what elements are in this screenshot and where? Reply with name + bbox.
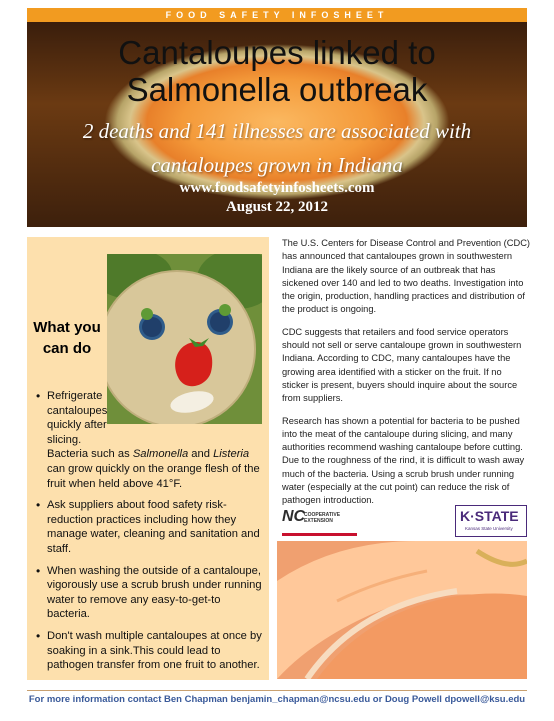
salmonella-term: Salmonella — [132, 448, 189, 461]
cantaloupe-slice-image — [277, 541, 527, 679]
nc-line-1: COOPERATIVE — [304, 512, 341, 518]
what-you-can-do-heading — [27, 317, 107, 359]
subtitle-line-1: 2 deaths and 141 illnesses are associated with — [82, 119, 472, 143]
nc-line-2: EXTENSION — [304, 518, 333, 524]
publish-date: August 22, 2012 — [225, 199, 329, 215]
footer-contact: For more information contact Ben Chapman benjamin_chapman@ncsu.edu or Doug Powell dpowell@ksu.edu — [28, 694, 526, 705]
nc-letters: NC — [282, 508, 306, 525]
tip-refrigerate: • Refrigerate cantaloupes quickly after slicing. — [47, 390, 108, 446]
footer-divider — [27, 690, 527, 691]
title-line-1: Cantaloupes linked to — [118, 34, 436, 71]
heading-line-1: What you — [33, 319, 101, 336]
tip-item — [37, 389, 265, 491]
subtitle-line-2: cantaloupes grown in Indiana — [151, 153, 403, 177]
article-paragraph: Research has shown a potential for bacteria to be pushed into the meat of the cantaloupe during slicing, and many authorities recommend washing cantaloupe before cutting. Due to the roughness of the rind, it is difficult to wash away much of the bacteria. Using a scrub brush under running water (especially at the cut point) can reduce the risk of pathogen introduction. — [282, 415, 525, 506]
kstate-wordmark: K·STATE — [460, 508, 519, 524]
kstate-subtitle: Kansas State University — [465, 526, 513, 531]
sliced-cantaloupe-photo — [277, 541, 527, 679]
subtitle — [27, 114, 527, 182]
what-you-can-do-panel — [27, 237, 269, 680]
nc-extension-text — [304, 512, 340, 524]
tip-item: • Ask suppliers about food safety risk-reduction practices including how they manage water, cleaning and sanitation and staff. — [37, 498, 265, 556]
tip-item: • Don't wash multiple cantaloupes at once by soaking in a sink.This could lead to pathogen transfer from one fruit to another. — [37, 629, 265, 673]
nc-cooperative-extension-logo — [282, 507, 357, 536]
heading-line-2: can do — [42, 340, 92, 357]
listeria-term: Listeria — [213, 448, 250, 461]
detail-text: Bacteria such as — [47, 448, 133, 461]
infosheet-banner: FOOD SAFETY INFOSHEET — [27, 8, 527, 22]
title-line-2: Salmonella outbreak — [126, 71, 428, 108]
kstate-logo — [455, 505, 527, 537]
tip-item: • When washing the outside of a cantaloupe, vigorously use a scrub brush under running water to remove any easy-to-get-to bacteria. — [37, 564, 265, 622]
detail-text: can grow quickly on the orange flesh of the fruit when held above 41°F. — [47, 462, 260, 490]
tips-list — [37, 389, 265, 680]
tip-refrigerate-detail — [47, 448, 260, 489]
detail-text: and — [188, 448, 214, 461]
article-body — [282, 237, 530, 517]
website-link[interactable]: www.foodsafetyinfosheets.com — [179, 180, 375, 196]
hero-cantaloupe-image — [27, 22, 527, 227]
page-title — [27, 34, 527, 108]
article-paragraph: CDC suggests that retailers and food service operators should not sell or serve cantaloupe grown in southwestern Indiana. According to CDC, many cantaloupes have the growing area identified with a sticker on the fruit. If no sticker is present, buyers should inquire about the source from suppliers. — [282, 326, 522, 404]
article-paragraph: The U.S. Centers for Disease Control and Prevention (CDC) has announced that cantaloupes grown in southwestern Indiana are the likely source of an outbreak that has sickened over 140 and led to two deaths. Investigation into the origin, production, handling practices and distribution of the product is ongoing. — [282, 238, 531, 315]
